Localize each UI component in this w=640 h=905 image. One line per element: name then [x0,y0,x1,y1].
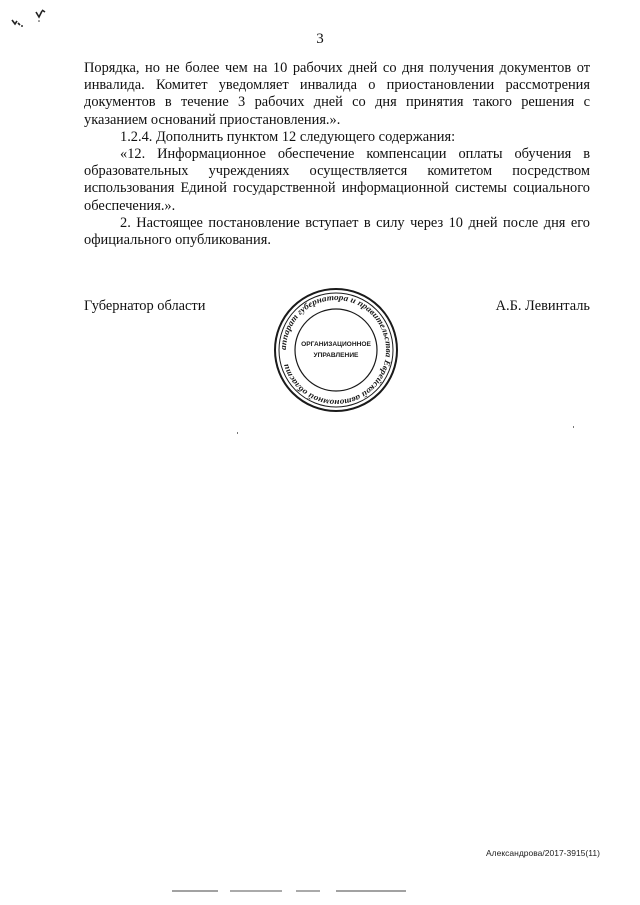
scan-speck [573,426,574,428]
official-seal-stamp [272,286,400,414]
paragraph-item-12: «12. Информационное обеспечение компенсации оплаты обучения в образовательных учреждениях осуществляется комитетом посредством использования Единой государственной информационной системы социального обеспечения.». [84,146,590,214]
seal-center-line-1: ОРГАНИЗАЦИОННОЕ [301,341,371,348]
paragraph-item-1-2-4: 1.2.4. Дополнить пунктом 12 следующего содержания: [120,128,456,145]
document-reference: Александрова/2017-3915(11) [486,848,600,858]
signatory-name: А.Б. Левинталь [495,298,590,314]
document-body [84,60,590,249]
scan-artifact-icon [8,6,50,30]
scan-speck [237,432,238,434]
page-number: 3 [316,31,324,47]
seal-center-line-2: УПРАВЛЕНИЕ [313,352,359,359]
signatory-title: Губернатор области [84,298,206,314]
seal-ring-text: аппарат губернатора и правительства Еврейской автономной области [277,291,395,409]
paragraph-effective-date: 2. Настоящее постановление вступает в силу через 10 дней после дня его официального опубликования. [84,214,590,249]
paragraph-continuation: Порядка, но не более чем на 10 рабочих дней со дня получения документов от инвалида. Комитет уведомляет инвалида о приостановлении рассмотрения документов в течение 3 рабочих дней со дня принятия такого решения с указанием оснований приостановления.». [84,60,590,128]
scan-edge-lines [170,888,410,894]
